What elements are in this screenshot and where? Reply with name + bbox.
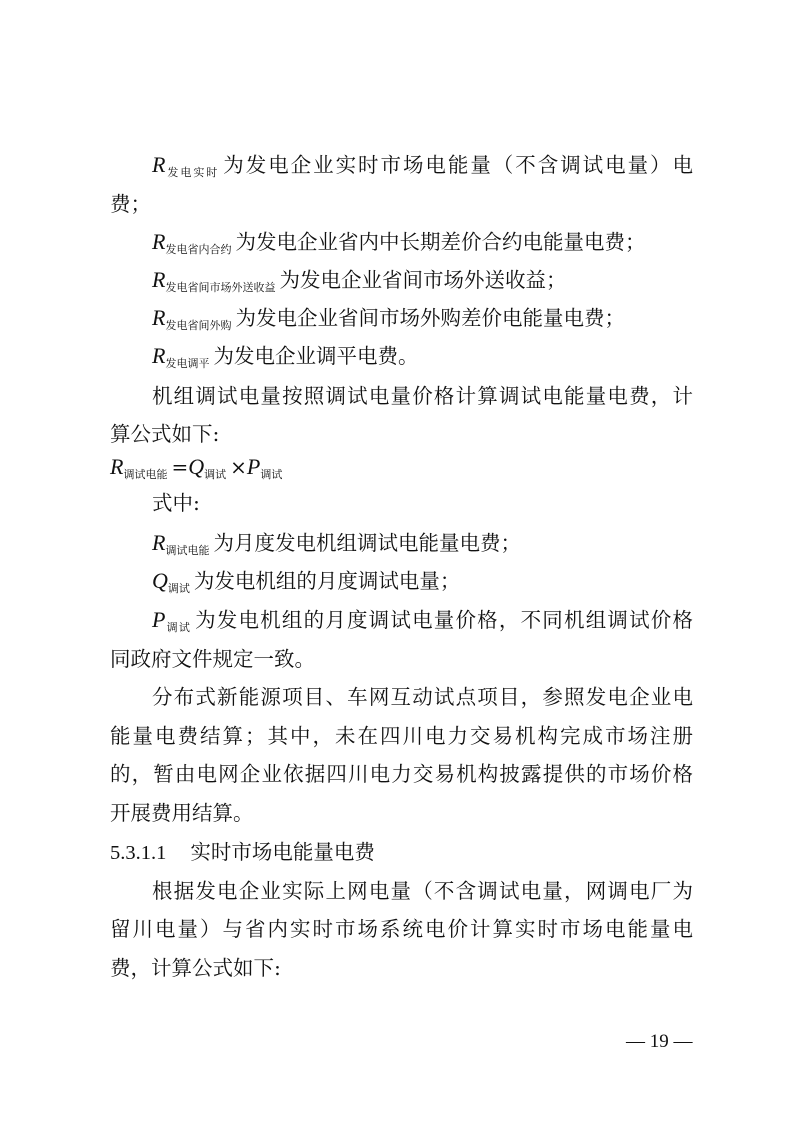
subscript: 调试电能 xyxy=(123,468,168,481)
subscript: 发电实时 xyxy=(165,167,220,179)
variable: Q xyxy=(152,568,168,593)
definition-text: 为月度发电机组调试电能量电费； xyxy=(213,531,521,555)
subscript: 发电省间外购 xyxy=(165,320,232,332)
variable: R xyxy=(152,229,166,254)
subscript: 发电省内合约 xyxy=(165,244,232,256)
paragraph-line: 算公式如下: xyxy=(110,422,220,446)
definition-text: 为发电企业省内中长期差价合约电能量电费； xyxy=(235,230,646,254)
page-number: — 19 — xyxy=(626,1031,693,1052)
paragraph-line: 根据发电企业实际上网电量（不含调试电量，网调电厂为 xyxy=(152,879,693,903)
definition-line xyxy=(152,152,693,186)
definition-text: 为发电机组的月度调试电量； xyxy=(193,569,461,593)
variable: Q xyxy=(188,454,205,479)
definition-text: 为发电企业省间市场外购差价电能量电费； xyxy=(235,306,625,330)
definition-line xyxy=(152,229,693,263)
subscript: 调试 xyxy=(167,582,190,595)
subscript: 发电省间市场外送收益 xyxy=(165,282,276,294)
paragraph-line: 能量电费结算；其中，未在四川电力交易机构完成市场注册 xyxy=(110,724,693,748)
variable: P xyxy=(152,607,166,632)
variable: P xyxy=(246,454,261,479)
paragraph-line: 分布式新能源项目、车网互动试点项目，参照发电企业电 xyxy=(152,685,693,709)
definition-line xyxy=(152,267,693,301)
variable: R xyxy=(152,530,166,555)
operator: × xyxy=(230,455,247,479)
definition-line xyxy=(152,343,693,377)
variable: R xyxy=(110,454,124,479)
subscript: 调试 xyxy=(204,468,227,481)
operator: = xyxy=(171,455,189,479)
definition-line xyxy=(152,607,693,641)
paragraph-line: 的，暂由电网企业依据四川电力交易机构披露提供的市场价格 xyxy=(110,762,693,786)
variable: R xyxy=(152,267,166,292)
definition-text: 为发电企业实时市场电能量（不含调试电量）电 xyxy=(223,153,694,177)
paragraph-line: 费，计算公式如下: xyxy=(110,956,281,980)
subscript: 发电调平 xyxy=(165,358,210,370)
formula xyxy=(110,454,693,488)
variable: R xyxy=(152,152,166,177)
subscript: 调试 xyxy=(260,468,283,481)
section-title: 实时市场电能量电费 xyxy=(190,840,375,864)
paragraph-line: 机组调试电量按照调试电量价格计算调试电能量电费，计 xyxy=(152,384,693,408)
definition-line xyxy=(152,530,693,564)
definition-text: 为发电企业调平电费。 xyxy=(213,344,419,368)
variable: R xyxy=(152,343,166,368)
paragraph-line: 开展费用结算。 xyxy=(110,801,254,825)
definition-text: 为发电企业省间市场外送收益； xyxy=(279,268,567,292)
definition-continuation: 费； xyxy=(110,192,151,216)
definition-continuation: 同政府文件规定一致。 xyxy=(110,647,315,671)
definition-line xyxy=(152,305,693,339)
paragraph-line: 留川电量）与省内实时市场系统电价计算实时市场电能量电 xyxy=(110,917,693,941)
subscript: 调试 xyxy=(165,621,192,634)
where-label: 式中: xyxy=(152,491,200,515)
section-heading xyxy=(110,839,693,866)
section-number: 5.3.1.1 xyxy=(110,842,167,864)
variable: R xyxy=(152,305,166,330)
definition-text: 为发电机组的月度调试电量价格，不同机组调试价格 xyxy=(195,608,694,632)
subscript: 调试电能 xyxy=(165,544,210,557)
definition-line xyxy=(152,568,693,602)
